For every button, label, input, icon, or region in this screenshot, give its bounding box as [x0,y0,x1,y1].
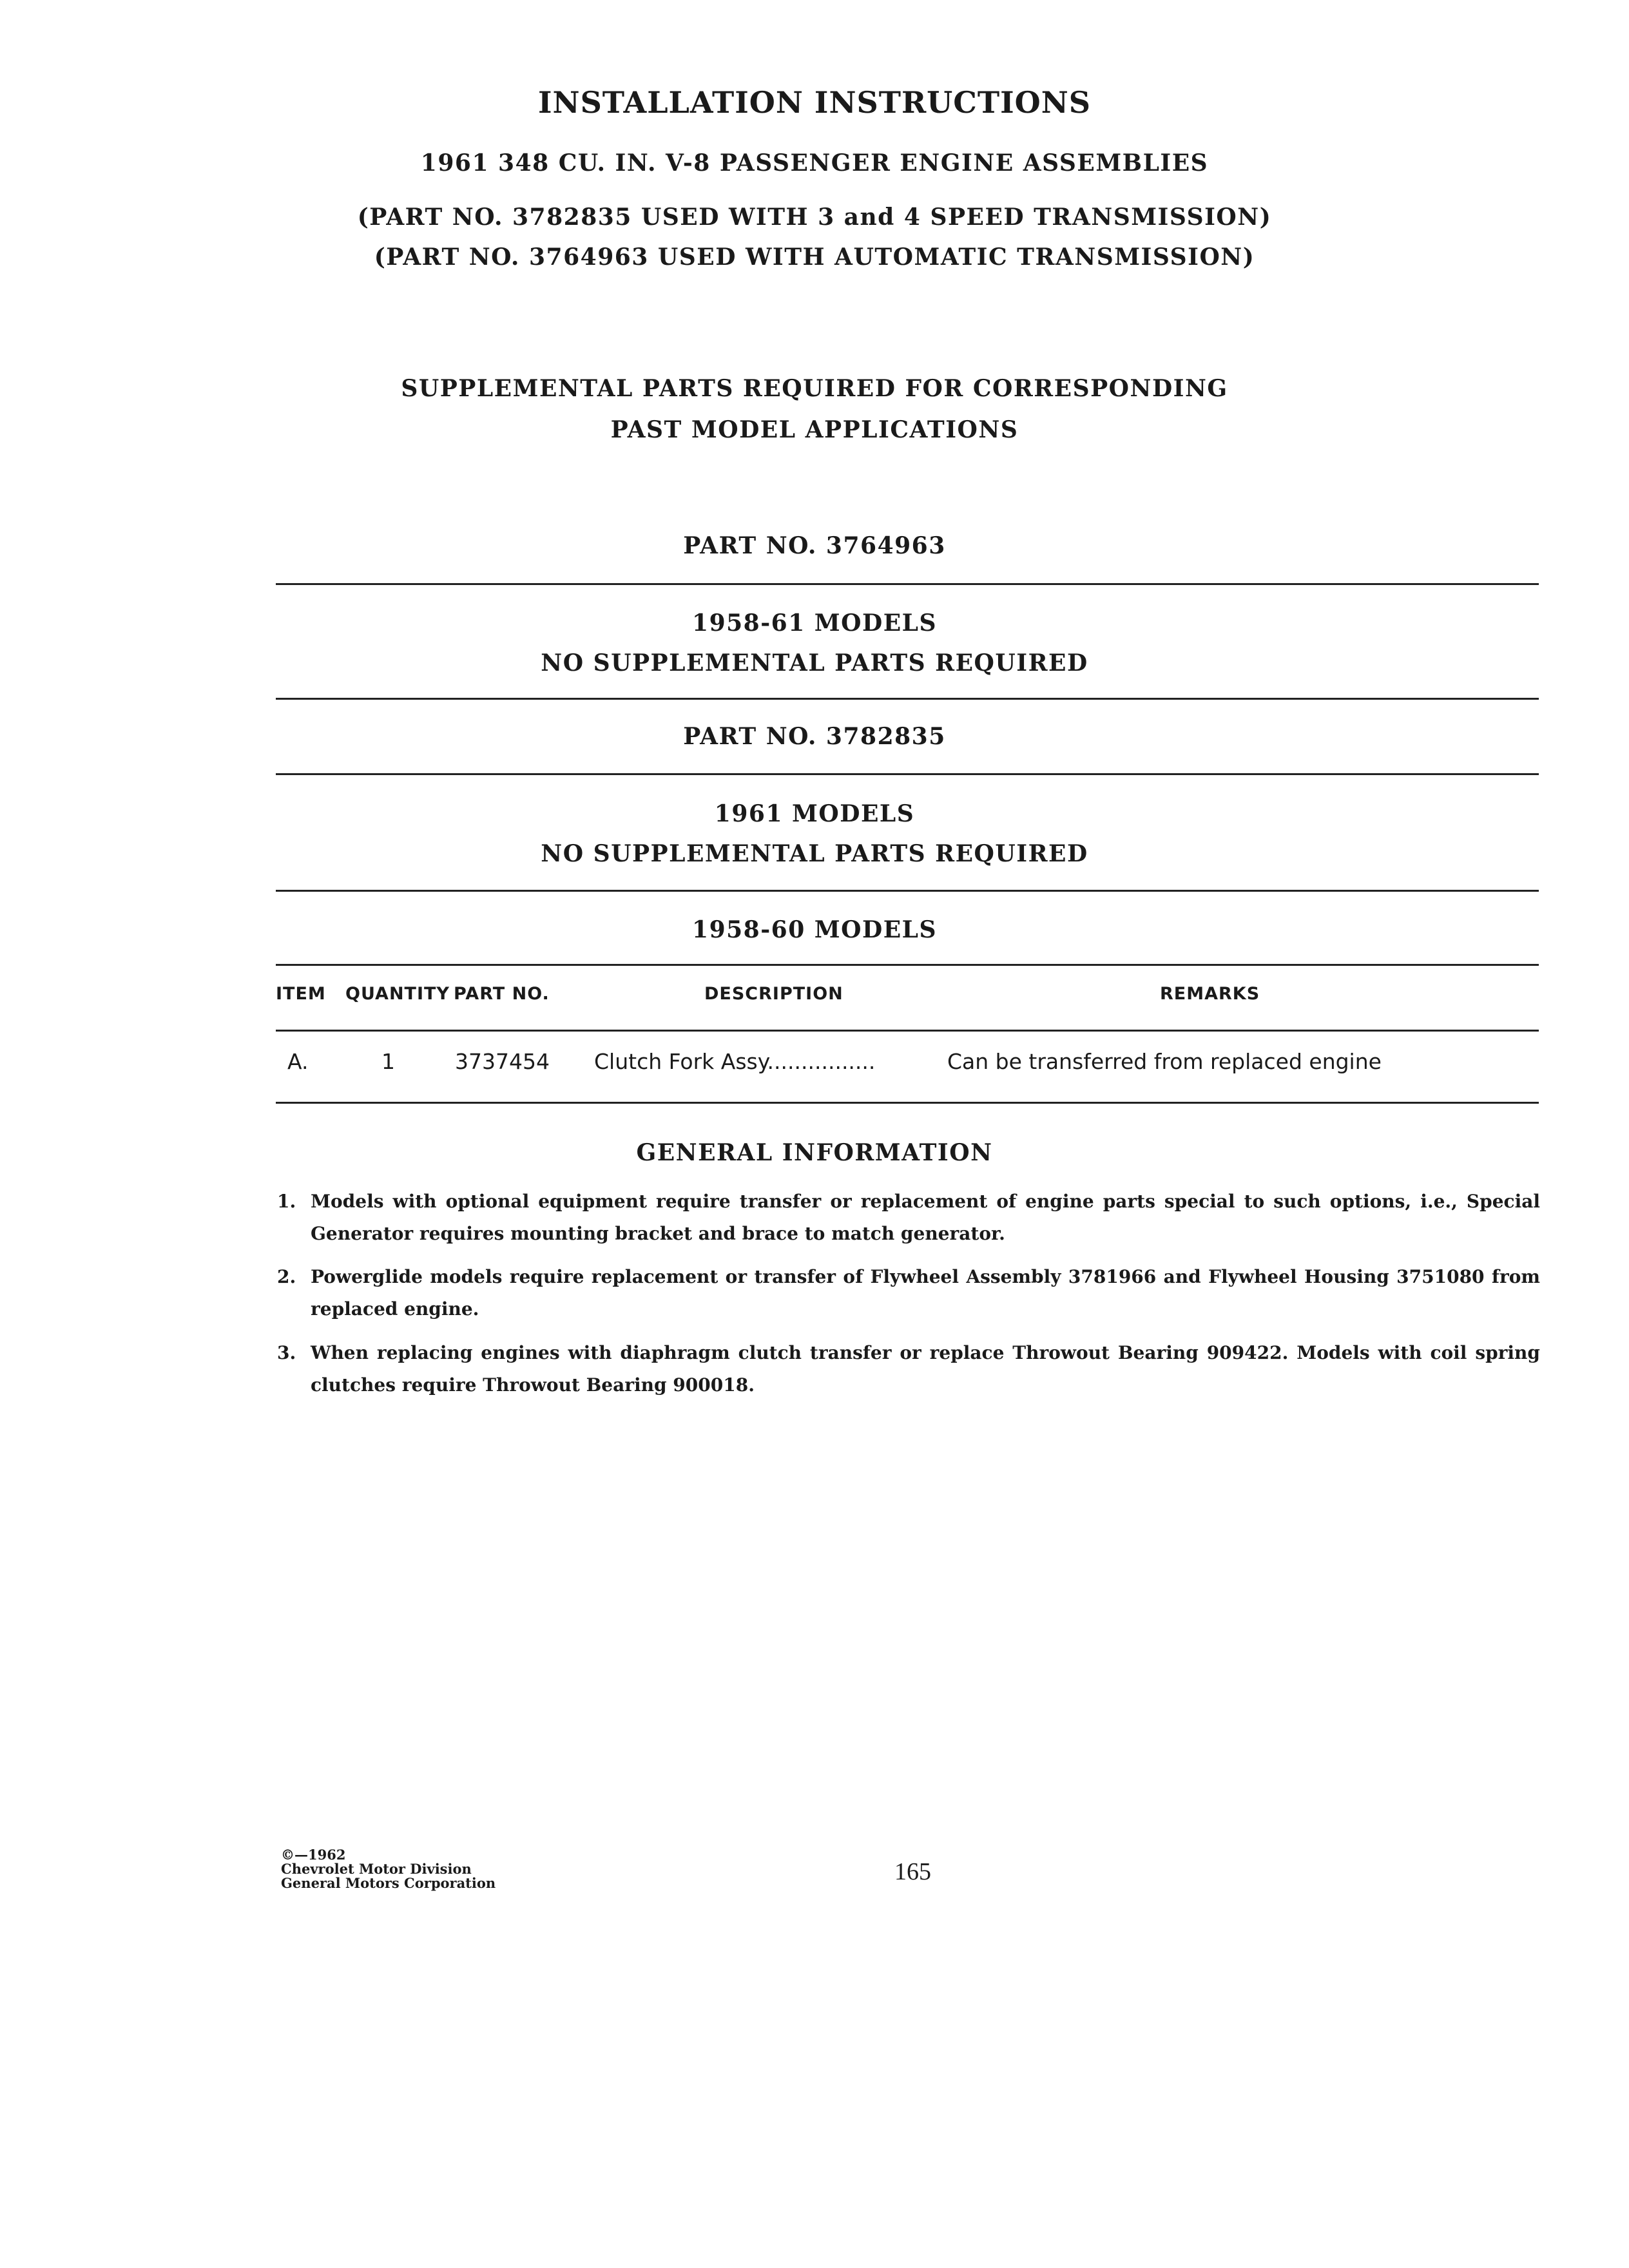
footer-credits [281,1848,496,1890]
list-item-number: 1. [277,1191,296,1212]
list-item-number: 2. [277,1266,296,1287]
list-item [277,1261,1540,1325]
part-number-heading-a: PART NO. 3764963 [683,532,946,559]
general-information-heading: GENERAL INFORMATION [636,1139,993,1166]
supplemental-heading-2: PAST MODEL APPLICATIONS [610,416,1019,443]
cell-item: A. [287,1049,309,1074]
column-header-item: ITEM [276,984,326,1004]
list-item-text: Powerglide models require replacement or transfer of Flywheel Assembly 3781966 and Flywheel Housing 3751080 from replaced engine. [311,1266,1540,1320]
divider [276,1102,1539,1104]
corporation-name: General Motors Corporation [281,1875,496,1891]
column-header-part-no: PART NO. [454,984,550,1004]
column-header-quantity: QUANTITY [345,984,450,1004]
no-parts-note-b: NO SUPPLEMENTAL PARTS REQUIRED [541,840,1088,867]
list-item-text: Models with optional equipment require transfer or replacement of engine parts special to such options, i.e., Special Generator requires mounting bracket and brace to match generator. [311,1191,1540,1244]
document-subtitle: 1961 348 CU. IN. V-8 PASSENGER ENGINE ASSEMBLIES [420,149,1209,177]
list-item-number: 3. [277,1342,296,1363]
division-name: Chevrolet Motor Division [281,1861,472,1877]
column-header-description: DESCRIPTION [704,984,843,1004]
divider [276,583,1539,585]
no-parts-note-a: NO SUPPLEMENTAL PARTS REQUIRED [541,649,1088,677]
models-heading-c: 1958-60 MODELS [692,916,937,943]
cell-remarks: Can be transferred from replaced engine [947,1049,1382,1074]
divider [276,773,1539,775]
part-line-1: (PART NO. 3782835 USED WITH 3 and 4 SPEED TRANSMISSION) [357,204,1272,231]
divider [276,698,1539,700]
models-heading-a: 1958-61 MODELS [692,610,937,637]
models-heading-b: 1961 MODELS [714,800,915,827]
divider [276,1030,1539,1032]
list-item [277,1337,1540,1401]
page-number: 165 [894,1858,931,1885]
part-line-2: (PART NO. 3764963 USED WITH AUTOMATIC TRANSMISSION) [374,244,1255,271]
list-item-text: When replacing engines with diaphragm clutch transfer or replace Throwout Bearing 909422. Models with coil spring clutches require Throwout Bearing 900018. [311,1342,1540,1396]
cell-quantity: 1 [381,1049,395,1074]
cell-part-no: 3737454 [455,1049,550,1074]
document-title: INSTALLATION INSTRUCTIONS [538,85,1091,120]
divider [276,890,1539,892]
column-header-remarks: REMARKS [1160,984,1260,1004]
divider [276,964,1539,966]
part-number-heading-b: PART NO. 3782835 [683,723,946,750]
copyright: ©—1962 [281,1847,346,1863]
cell-description: Clutch Fork Assy................ [594,1049,876,1074]
supplemental-heading-1: SUPPLEMENTAL PARTS REQUIRED FOR CORRESPONDING [401,375,1228,402]
list-item [277,1186,1540,1250]
